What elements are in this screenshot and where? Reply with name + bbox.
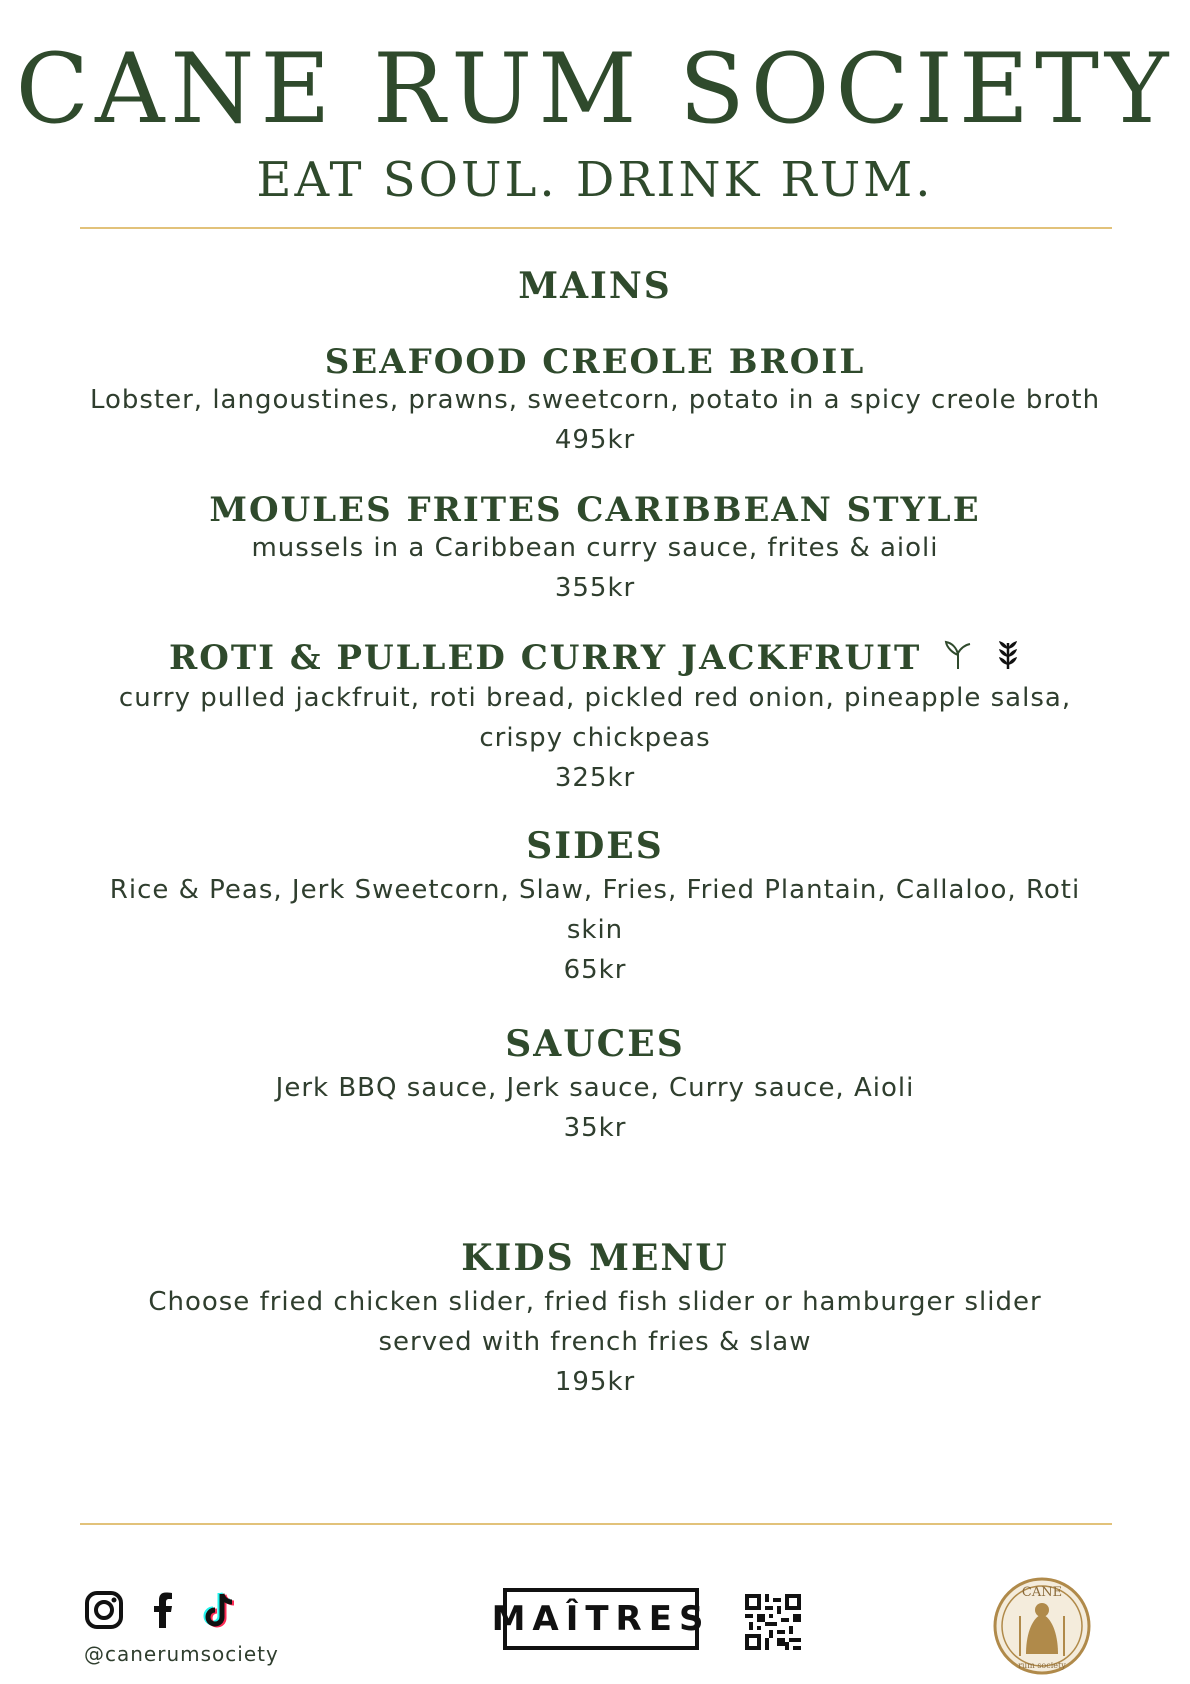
divider-bottom xyxy=(80,1523,1112,1525)
menu-item-title: MOULES FRITES CARIBBEAN STYLE xyxy=(209,490,981,530)
facebook-icon[interactable] xyxy=(152,1592,174,1632)
sides-description: skin xyxy=(566,915,624,945)
cane-rum-society-logo xyxy=(992,1576,1092,1676)
vegan-sprout-icon xyxy=(943,638,973,682)
tagline: EAT SOUL. DRINK RUM. xyxy=(256,152,934,208)
menu-item-title-row xyxy=(0,636,1190,682)
section-title-mains: MAINS xyxy=(518,265,672,307)
kids-description: Choose fried chicken slider, fried fish slider or hamburger slider xyxy=(148,1287,1042,1317)
kids-section xyxy=(0,1234,1190,1402)
kids-description: served with french fries & slaw xyxy=(378,1327,812,1357)
logo-text-bottom: rum society xyxy=(1018,1661,1066,1670)
menu-item-price: 355kr xyxy=(554,573,636,603)
brand-title: CANE RUM SOCIETY xyxy=(15,33,1175,145)
sauces-description: Jerk BBQ sauce, Jerk sauce, Curry sauce, Aioli xyxy=(275,1073,915,1103)
sauces-section xyxy=(0,1020,1190,1148)
menu-item-title: ROTI & PULLED CURRY JACKFRUIT xyxy=(168,638,922,678)
kids-price: 195kr xyxy=(554,1367,636,1397)
section-title-sides: SIDES xyxy=(526,825,664,867)
menu-item-description: curry pulled jackfruit, roti bread, pickled red onion, pineapple salsa, xyxy=(118,683,1072,713)
maitres-logo: MAÎTRES xyxy=(503,1588,699,1650)
menu-item-roti xyxy=(0,636,1190,798)
sauces-price: 35kr xyxy=(563,1113,627,1143)
gluten-free-wheat-icon xyxy=(995,638,1021,682)
sides-description: Rice & Peas, Jerk Sweetcorn, Slaw, Fries, Fried Plantain, Callaloo, Roti xyxy=(109,875,1081,905)
social-links xyxy=(84,1588,304,1666)
qr-code[interactable] xyxy=(745,1594,801,1650)
section-title-sauces: SAUCES xyxy=(505,1023,685,1065)
tiktok-icon[interactable] xyxy=(202,1590,238,1634)
sides-price: 65kr xyxy=(563,955,627,985)
menu-item-description: Lobster, langoustines, prawns, sweetcorn, potato in a spicy creole broth xyxy=(89,385,1101,415)
menu-item-seafood xyxy=(0,340,1190,460)
social-handle[interactable]: @canerumsociety xyxy=(84,1642,279,1666)
section-title-kids: KIDS MENU xyxy=(461,1237,729,1279)
footer xyxy=(0,1570,1190,1680)
menu-item-title: SEAFOOD CREOLE BROIL xyxy=(324,342,866,382)
menu-item-description: crispy chickpeas xyxy=(479,723,711,753)
menu-item-description: mussels in a Caribbean curry sauce, frites & aioli xyxy=(251,533,939,563)
menu-item-moules xyxy=(0,488,1190,608)
menu-item-price: 325kr xyxy=(554,763,636,793)
sides-section xyxy=(0,822,1190,990)
menu-item-price: 495kr xyxy=(554,425,636,455)
instagram-icon[interactable] xyxy=(84,1590,124,1634)
logo-text-top: CANE xyxy=(1021,1585,1063,1600)
divider-top xyxy=(80,227,1112,229)
menu-content xyxy=(0,262,1190,1402)
